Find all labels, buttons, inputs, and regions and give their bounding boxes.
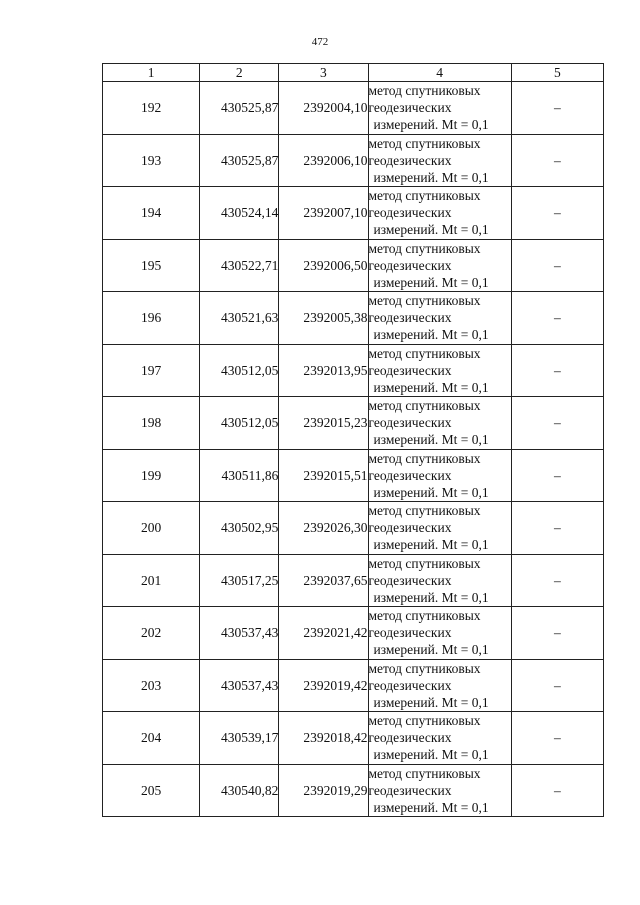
method-cell (368, 449, 511, 502)
point-number-cell: 200 (103, 502, 200, 555)
header-cell-4: 4 (368, 64, 511, 82)
method-line-1: метод спутниковых (368, 188, 481, 203)
note-cell: – (511, 502, 603, 555)
note-cell: – (511, 659, 603, 712)
method-line-1: метод спутниковых (368, 450, 481, 466)
method-line-2: геодезических (368, 310, 452, 325)
method-line-2: геодезических (368, 205, 452, 220)
note-cell: – (511, 764, 603, 817)
y-coordinate-cell: 2392021,42 (279, 607, 368, 660)
method-line-2: геодезических (368, 782, 452, 798)
note-cell: – (511, 239, 603, 292)
y-coordinate-cell: 2392006,50 (279, 239, 368, 292)
method-line-1: метод спутниковых (368, 398, 481, 413)
table-row (103, 239, 604, 292)
method-line-1: метод спутниковых (368, 135, 481, 151)
method-line-2: геодезических (368, 625, 452, 640)
method-line-3: измерений. Mt = 0,1 (373, 799, 489, 815)
x-coordinate-cell: 430537,43 (200, 607, 279, 660)
page-number: 472 (311, 36, 329, 48)
x-coordinate-cell: 430512,05 (200, 344, 279, 397)
header-row (103, 64, 604, 82)
method-line-3: измерений. Mt = 0,1 (373, 694, 489, 710)
table-row (103, 82, 604, 135)
table-row (103, 607, 604, 660)
coordinates-table (102, 63, 604, 817)
y-coordinate-cell: 2392006,10 (279, 134, 368, 187)
method-line-3: измерений. Mt = 0,1 (373, 117, 489, 132)
method-line-2: геодезических (368, 362, 452, 378)
method-cell (368, 344, 511, 397)
method-line-3: измерений. Mt = 0,1 (373, 432, 489, 447)
point-number-cell: 203 (103, 659, 200, 712)
note-cell: – (511, 187, 603, 240)
note-cell: – (511, 292, 603, 345)
method-cell (368, 764, 511, 817)
method-line-3: измерений. Mt = 0,1 (373, 537, 489, 552)
method-line-1: метод спутниковых (368, 83, 481, 98)
table-row (103, 712, 604, 765)
table-row (103, 397, 604, 450)
method-line-3: измерений. Mt = 0,1 (373, 169, 489, 185)
point-number-cell: 193 (103, 134, 200, 187)
table-row (103, 764, 604, 817)
table-row (103, 134, 604, 187)
method-line-3: измерений. Mt = 0,1 (373, 589, 489, 605)
point-number-cell: 196 (103, 292, 200, 345)
y-coordinate-cell: 2392004,10 (279, 82, 368, 135)
y-coordinate-cell: 2392019,42 (279, 659, 368, 712)
point-number-cell: 194 (103, 187, 200, 240)
y-coordinate-cell: 2392018,42 (279, 712, 368, 765)
method-line-3: измерений. Mt = 0,1 (373, 747, 489, 762)
x-coordinate-cell: 430502,95 (200, 502, 279, 555)
note-cell: – (511, 397, 603, 450)
method-line-1: метод спутниковых (368, 345, 481, 361)
header-cell-2: 2 (200, 64, 279, 82)
y-coordinate-cell: 2392005,38 (279, 292, 368, 345)
x-coordinate-cell: 430524,14 (200, 187, 279, 240)
y-coordinate-cell: 2392019,29 (279, 764, 368, 817)
method-line-2: геодезических (368, 257, 452, 273)
method-cell (368, 397, 511, 450)
y-coordinate-cell: 2392015,23 (279, 397, 368, 450)
method-line-3: измерений. Mt = 0,1 (373, 642, 489, 657)
method-line-2: геодезических (368, 100, 452, 115)
x-coordinate-cell: 430517,25 (200, 554, 279, 607)
x-coordinate-cell: 430521,63 (200, 292, 279, 345)
method-line-3: измерений. Mt = 0,1 (373, 484, 489, 500)
x-coordinate-cell: 430525,87 (200, 134, 279, 187)
x-coordinate-cell: 430522,71 (200, 239, 279, 292)
method-line-1: метод спутниковых (368, 713, 481, 728)
table-row (103, 659, 604, 712)
method-line-2: геодезических (368, 520, 452, 535)
point-number-cell: 192 (103, 82, 200, 135)
method-line-1: метод спутниковых (368, 240, 481, 256)
note-cell: – (511, 712, 603, 765)
method-line-2: геодезических (368, 572, 452, 588)
y-coordinate-cell: 2392013,95 (279, 344, 368, 397)
header-cell-5: 5 (511, 64, 603, 82)
method-line-3: измерений. Mt = 0,1 (373, 222, 489, 237)
method-line-3: измерений. Mt = 0,1 (373, 274, 489, 290)
x-coordinate-cell: 430511,86 (200, 449, 279, 502)
point-number-cell: 199 (103, 449, 200, 502)
note-cell: – (511, 344, 603, 397)
method-cell (368, 607, 511, 660)
x-coordinate-cell: 430512,05 (200, 397, 279, 450)
x-coordinate-cell: 430525,87 (200, 82, 279, 135)
point-number-cell: 202 (103, 607, 200, 660)
y-coordinate-cell: 2392007,10 (279, 187, 368, 240)
note-cell: – (511, 82, 603, 135)
note-cell: – (511, 554, 603, 607)
table-row (103, 187, 604, 240)
method-line-1: метод спутниковых (368, 555, 481, 571)
method-line-2: геодезических (368, 152, 452, 168)
x-coordinate-cell: 430539,17 (200, 712, 279, 765)
method-cell (368, 712, 511, 765)
point-number-cell: 201 (103, 554, 200, 607)
method-line-2: геодезических (368, 730, 452, 745)
point-number-cell: 197 (103, 344, 200, 397)
x-coordinate-cell: 430540,82 (200, 764, 279, 817)
y-coordinate-cell: 2392037,65 (279, 554, 368, 607)
table-row (103, 344, 604, 397)
note-cell: – (511, 134, 603, 187)
method-line-1: метод спутниковых (368, 608, 481, 623)
point-number-cell: 204 (103, 712, 200, 765)
method-cell (368, 239, 511, 292)
table-row (103, 449, 604, 502)
method-line-2: геодезических (368, 467, 452, 483)
y-coordinate-cell: 2392015,51 (279, 449, 368, 502)
method-cell (368, 134, 511, 187)
method-line-2: геодезических (368, 415, 452, 430)
method-line-1: метод спутниковых (368, 660, 481, 676)
method-cell (368, 554, 511, 607)
y-coordinate-cell: 2392026,30 (279, 502, 368, 555)
method-line-2: геодезических (368, 677, 452, 693)
method-cell (368, 659, 511, 712)
method-line-3: измерений. Mt = 0,1 (373, 379, 489, 395)
method-line-1: метод спутниковых (368, 765, 481, 781)
method-line-1: метод спутниковых (368, 503, 481, 518)
table-row (103, 292, 604, 345)
note-cell: – (511, 607, 603, 660)
table-row (103, 554, 604, 607)
note-cell: – (511, 449, 603, 502)
point-number-cell: 205 (103, 764, 200, 817)
method-cell (368, 292, 511, 345)
table-header (103, 64, 604, 82)
point-number-cell: 198 (103, 397, 200, 450)
table-body (103, 82, 604, 817)
method-cell (368, 187, 511, 240)
method-cell (368, 502, 511, 555)
method-line-3: измерений. Mt = 0,1 (373, 327, 489, 342)
point-number-cell: 195 (103, 239, 200, 292)
header-cell-3: 3 (279, 64, 368, 82)
method-line-1: метод спутниковых (368, 293, 481, 308)
method-cell (368, 82, 511, 135)
x-coordinate-cell: 430537,43 (200, 659, 279, 712)
header-cell-1: 1 (103, 64, 200, 82)
table-row (103, 502, 604, 555)
